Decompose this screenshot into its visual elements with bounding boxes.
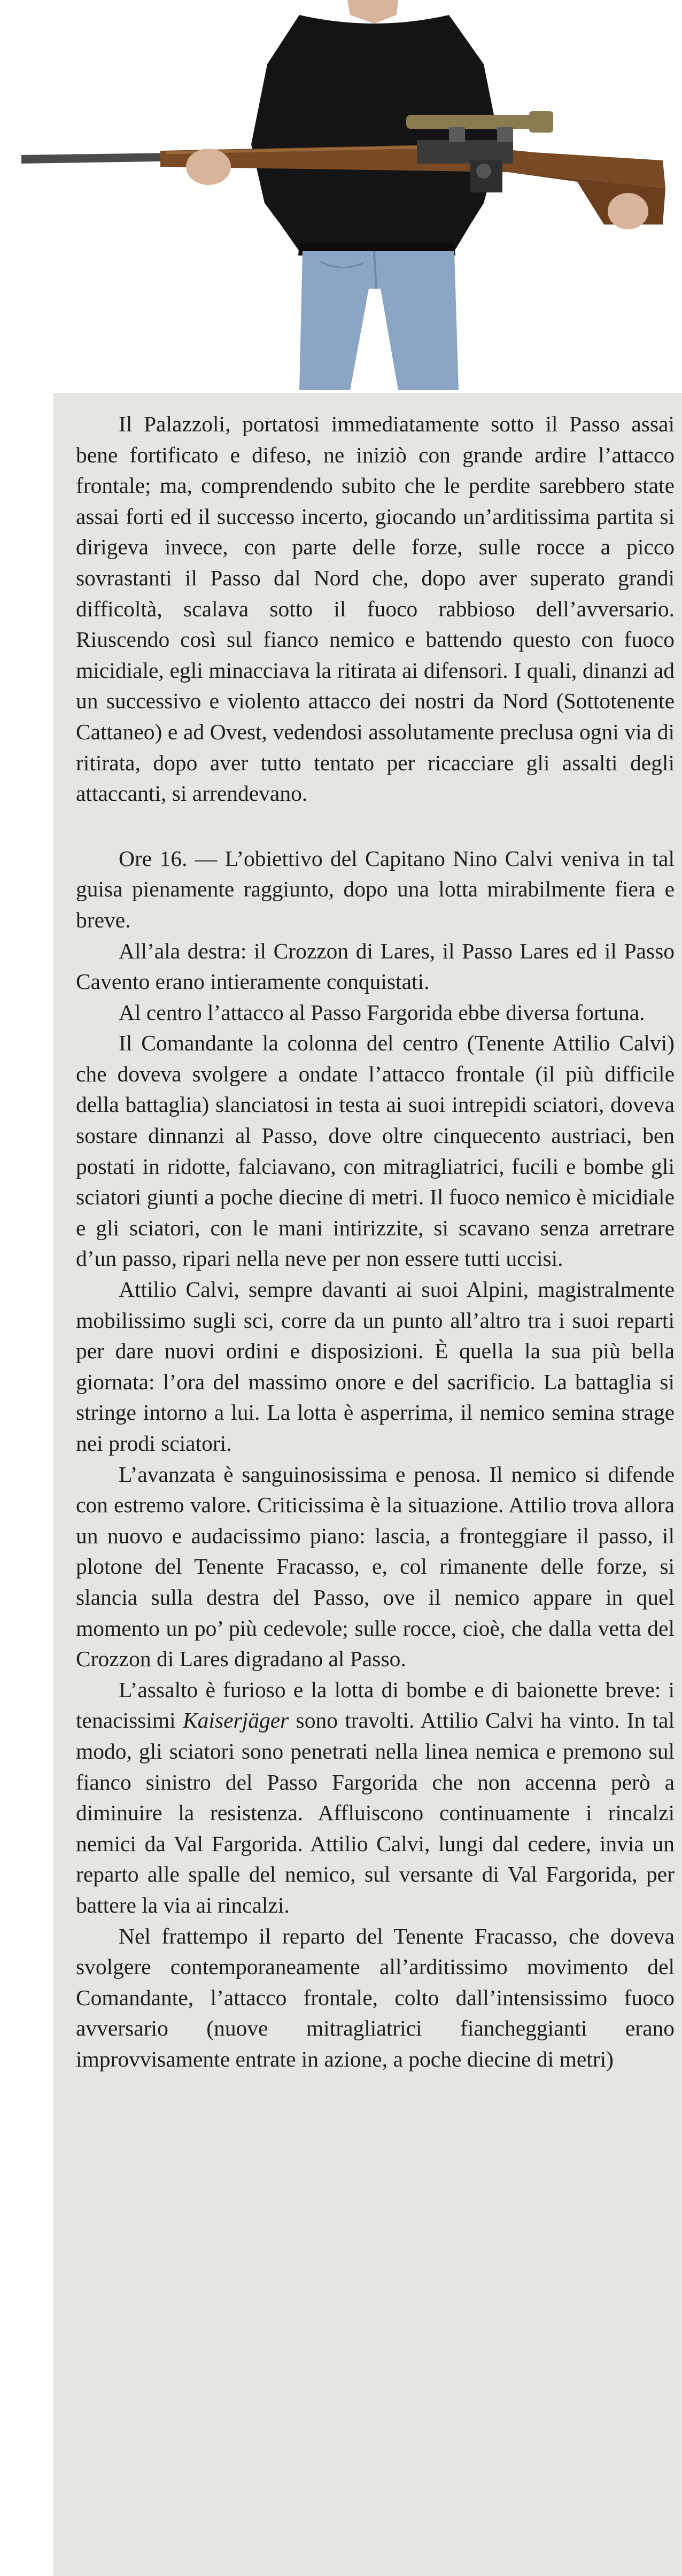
paragraph-ore-16: Ore 16. — L’obiettivo del Capitano Nino Calvi veniva in tal guisa pienamente raggiunto, dopo una lotta mirabilmente fiera e breve. <box>76 846 675 932</box>
italic-word: Kaiserjäger <box>182 1708 289 1733</box>
paragraph-al-centro: Al centro l’attacco al Passo Fargorida ebbe diversa fortuna. <box>119 1000 645 1025</box>
paragraph-avanzata: L’avanzata è sanguinosissima e penosa. Il nemico si difende con estremo valore. Criticissima è la situazione. Attilio trova allora un nuovo e audacissimo piano: lascia, a fronteggiare il passo, il plotone del Tenente Fracasso, e, col rimanente delle forze, si slancia sulla destra del Passo, ove il nemico appare in quel momento un po’ più cedevole; sulle rocce, cioè, che dalla vetta del Crozzon di Lares digradano al Passo. <box>76 1461 675 1672</box>
paragraph-assalto: L’assalto è furioso e la lotta di bombe e di baionette breve: i tenacissimi Kaiserjäger sono travolti. Attilio Calvi ha vinto. In tal modo, gli sciatori sono penetrati nella linea nemica e premono sul fianco sinistro del Passo Fargorida che non accenna però a diminuire la resistenza. Affluiscono continuamente i rincalzi nemici da Val Fargorida. Attilio Calvi, lungi dal cedere, invia un reparto alle spalle del nemico, sul versante di Val Fargorida, per battere la via ai rincalzi. <box>76 1677 675 1917</box>
paragraph-attilio-calvi: Attilio Calvi, sempre davanti ai suoi Alpini, magistralmente mobilissimo sugli sci, corre da un punto all’altro tra i suoi reparti per dare nuovi ordini e disposizioni. È quella la sua più bella giornata: l’ora del massimo onore e del sacrificio. La battaglia si stringe intorno a lui. La lotta è asperrima, il nemico semina strage nei prodi sciatori. <box>76 1277 675 1456</box>
scanned-book-page <box>53 393 682 2576</box>
rifle-photo-illustration <box>0 0 682 390</box>
paragraph-ala-destra: All’ala destra: il Crozzon di Lares, il Passo Lares ed il Passo Cavento erano intieramente conquistati. <box>76 938 675 994</box>
paragraph-gap <box>76 809 675 844</box>
paragraph-frattempo: Nel frattempo il reparto del Tenente Fracasso, che doveva svolgere contemporaneamente all’arditissimo movimento del Comandante, l’attacco frontale, colto dall’intensissimo fuoco avversario (nuove mitragliatrici fiancheggianti erano improvvisamente entrate in azione, a poche diecine di metri) <box>76 1923 675 2071</box>
paragraph-palazzoli: Il Palazzoli, portatosi immediatamente sotto il Passo assai bene fortificato e difeso, ne iniziò con grande ardire l’attacco frontale; ma, comprendendo subito che le perdite sarebbero state assai forti ed il successo incerto, giocando un’arditissima partita si dirigeva invece, con parte delle forze, sulle rocce a picco sovrastanti il Passo dal Nord che, dopo aver superato grandi difficoltà, scalava sotto il fuoco rabbioso dell’avversario. Riuscendo così sul fianco nemico e battendo questo con fuoco micidiale, egli minacciava la ritirata ai difensori. I quali, dinanzi ad un successivo e violento attacco dei nostri da Nord (Sottotenente Cattaneo) e ad Ovest, vedendosi assolutamente preclusa ogni via di ritirata, dopo aver tutto tentato per ricacciare gli assalti degli attaccanti, si arrendevano. <box>76 412 675 806</box>
paragraph-comandante: Il Comandante la colonna del centro (Tenente Attilio Calvi) che doveva svolgere a ondate l’attacco frontale (il più difficile della battaglia) slanciatosi in testa ai suoi intrepidi sciatori, doveva sostare dinnanzi al Passo, dove oltre cinquecento austriaci, ben postati in ridotte, falciavano, con mitragliatrici, fucili e bombe gli sciatori giunti a poche diecine di metri. Il fuoco nemico è micidiale e gli sciatori, con le mani intirizzite, si scavano senza arretrare d’un passo, ripari nella neve per non essere tutti uccisi. <box>76 1031 675 1271</box>
photo-person-with-rifle <box>0 0 682 390</box>
